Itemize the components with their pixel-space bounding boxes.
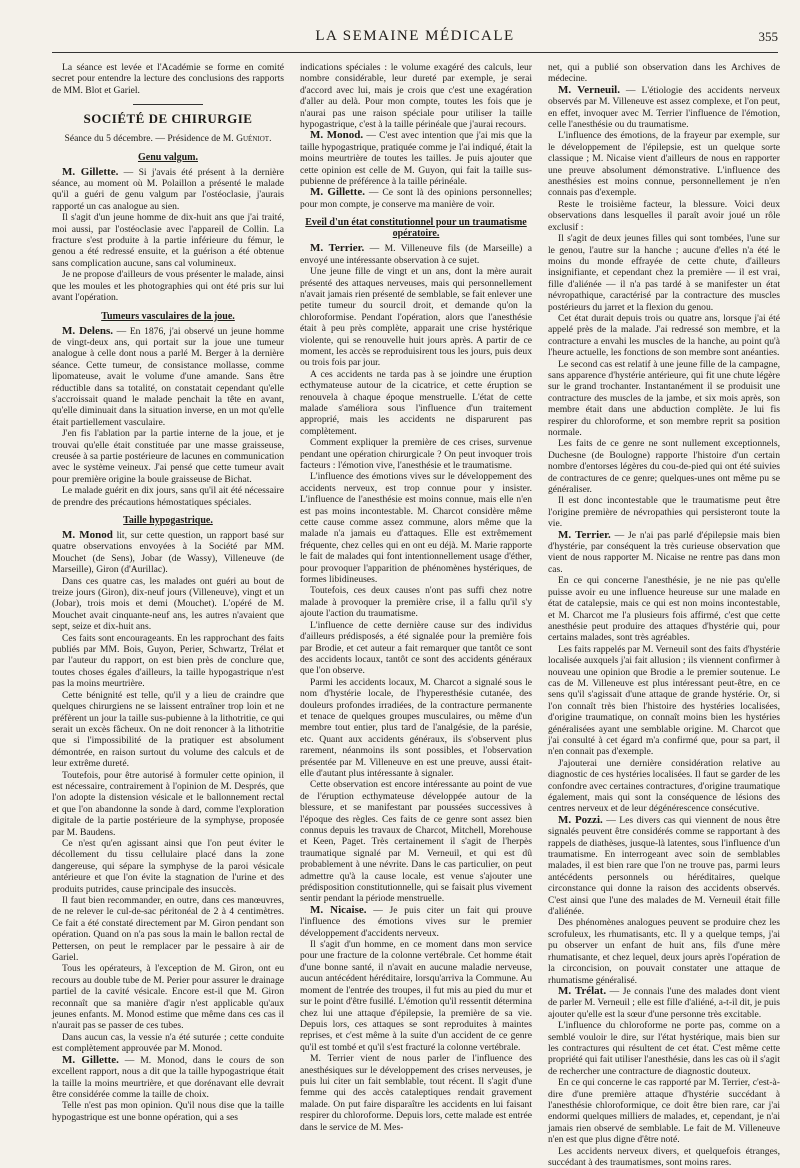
paragraph <box>52 326 284 429</box>
paragraph <box>548 986 780 1020</box>
paragraph: Cette observation est encore intéressante au point de vue de l'éruption ecthymateuse développée autour de la blessure, et se manifestant par poussées successives à l'époque des règles. Ces faits de ce genre sont assez bien connus depuis les travaux de Charcot, Mitchell, Morehouse et Keen, Paget. Très certainement il s'agit de l'herpès traumatique signalé par M. Verneuil, et qui est dû probablement à une névrite. Dans le cas particulier, on peut admettre qu'à la cause locale, est venue s'ajouter une prédisposition constitutionnelle, qui se faisait plus vivement sentir pendant la période menstruelle. <box>300 779 532 905</box>
paragraph: L'influence du chloroforme ne porte pas, comme on a semblé vouloir le dire, sur l'état hystérique, mais bien sur les contractures qui résultent de cet état. C'est même cette propriété qui fait utiliser l'anesthésie, dans les cas où il s'agit de rechercher une contracture de diagnostic douteux. <box>548 1020 780 1077</box>
paragraph: En ce qui concerne le cas rapporté par M. Terrier, c'est-à-dire d'une première attaque d'hystérie succédant à l'anesthésie chloroformique, ce doit être bien rare, car j'ai endormi quelques milliers de malades, et, cependant, je n'ai jamais rien observé de semblable. Le fait de M. Villeneuve n'en est que plus digne d'être noté. <box>548 1077 780 1146</box>
paragraph: Je ne propose d'ailleurs de vous présenter le malade, ainsi que les moules et les photographies qui ont été pris sur lui avant l'opération. <box>52 269 284 304</box>
paragraph: Il s'agit d'un jeune homme de dix-huit ans que j'ai traité, moi aussi, par l'ostéoclasie avec l'appareil de Collin. La fracture s'est produite à la partie inférieure du fémur, le genou a été redressé ensuite, et la guérison a été obtenue sans complication aucune, sans cal volumineux. <box>52 212 284 269</box>
column-3 <box>548 62 780 1168</box>
paragraph-text: — Si j'avais été présent à la dernière séance, au moment où M. Polaillon a présenté le malade qu'il a guéri de genu valgum par l'ostéoclasie, j'aurais rapporté un cas analogue au sien. <box>52 166 284 212</box>
speaker-name: M. Verneuil. <box>558 83 620 96</box>
paragraph-text: — Je n'ai pas parlé d'épilepsie mais bien d'hystérie, par conséquent la très curieuse observation que vient de nous rapporter M. Nicaise ne rentre pas dans mon cas. <box>548 529 780 575</box>
subsection-heading: Eveil d'un état constitutionnel pour un traumatisme opératoire. <box>305 217 527 240</box>
paragraph-text: — Je puis citer un fait qui prouve l'influence des émotions vives sur le premier développement d'accidents nerveux. <box>300 904 532 939</box>
subsection-heading: Taille hypogastrique. <box>123 515 213 526</box>
paragraph <box>300 187 532 210</box>
paragraph: net, qui a publié son observation dans les Archives de médecine. <box>548 62 780 85</box>
paragraph: Parmi les accidents locaux, M. Charcot a signalé sous le nom d'hystérie locale, de l'hyperesthésie cutanée, des douleurs profondes irradiées, de la contracture permanente et tenace de quelques groupes musculaires, ou même d'un membre tout entier, plus tard de l'analgésie, de la parésie, etc. Quant aux accidents généraux, ils s'observent plus rarement, néanmoins ils sont possibles, et l'observation présentée par M. Villeneuve en est une preuve, aussi était-elle d'autant plus intéressante à signaler. <box>300 676 532 779</box>
paragraph: Les faits rappelés par M. Verneuil sont des faits d'hystérie localisée auxquels j'ai fait allusion ; ils viennent confirmer à nouveau une opinion que Brodie a le premier soutenue. Le cas de M. Villeneuve est plus intéressant peut-être, en ce sens qu'il s'agissait d'une attaque de grande hystérie. Or, si l'on connaît très bien l'histoire des hystéries localisées, d'origine traumatique, on connaît moins bien les hystéries généralisées ayant une semblable origine. M. Charcot que j'ai consulté à cet égard m'a confirmé que, pour sa part, il n'en connait pas d'exemple. <box>548 643 780 758</box>
paragraph: Les faits de ce genre ne sont nullement exceptionnels, Duchesne (de Boulogne) rapporte l'histoire d'un certain nombre d'entorses légères du cou-de-pied qui ont été suivies de contractures de ce genre; quelques-unes ont même pu se généraliser. <box>548 438 780 496</box>
speaker-name: M. Monod. <box>310 129 364 142</box>
paragraph: La séance est levée et l'Académie se forme en comité secret pour entendre la lecture des conclusions des rapports de MM. Blot et Gariel. <box>52 62 284 96</box>
paragraph: Une jeune fille de vingt et un ans, dont la mère aurait présenté des attaques nerveuses, mais qui personnellement n'avait jamais rien présenté de semblable, se fait enlever une petite tumeur du sourcil droit, et demande qu'on la chloroformise. Pendant l'opération, alors que l'anesthésie était à peu près complète, apparait une crise hystérique violente, qui se renouvelle huit jours après. A partir de ce moment, les accès se reproduisirent tous les jours, puis deux ou trois fois par jour. <box>300 266 532 369</box>
header-rule <box>52 52 778 53</box>
paragraph: Ces faits sont encourageants. En les rapprochant des faits publiés par MM. Bois, Guyon, Perier, Schwartz, Trélat et par l'auteur du rapport, on est bien près de conclure que, toutes choses égales d'ailleurs, la taille hypogastrique n'est pas la moins meurtrière. <box>52 632 284 690</box>
paragraph-text: — C'est avec intention que j'ai mis que la taille hypogastrique, pratiquée comme je l'ai indiqué, était la moins meurtrière de toutes les tailles. Je puis ajouter que cette opinion est celle de M. Guyon, qui fait la taille sus-pubienne de préférence à la taille périnéale. <box>300 130 533 188</box>
seance-line: Séance du 5 décembre. — Présidence de M. Guéniot. <box>64 133 272 145</box>
paragraph <box>300 905 532 939</box>
paragraph: Il s'agit d'un homme, en ce moment dans mon service pour une fracture de la colonne vertébrale. Cet homme était d'une bonne santé, il n'avait en aucune maladie nerveuse, aucun antécédent héréditaire, lorsqu'arriva la Commune. Au moment de l'entrée des troupes, il fut mis au pied du mur et sur le point d'être fusillé. L'émotion qu'il ressentit détermina chez lui une attaque d'épilepsie, la première de sa vie. Depuis lors, ces attaques se sont reproduites à maintes reprises, et c'est même à la suite d'un accident de ce genre qu'il est tombé et qu'il s'est fracturé la colonne vertébrale. <box>300 939 532 1053</box>
speaker-name: M. Gillette. <box>62 165 119 178</box>
paragraph: Toutefois, ces deux causes n'ont pas suffi chez notre malade à provoquer la première crise, il a fallu qu'il s'y ajoute l'action du traumatisme. <box>300 585 532 620</box>
paragraph <box>52 530 284 576</box>
seance-text: Séance du 5 décembre. — Présidence de M. <box>64 133 237 145</box>
paragraph <box>548 815 780 918</box>
paragraph <box>300 130 532 187</box>
speaker-name: M. Delens. <box>62 324 114 337</box>
paragraph: Reste le troisième facteur, la blessure. Voici deux observations dans lesquelles il paraît avoir joué un rôle exclusif : <box>548 198 780 233</box>
paragraph: J'ajouterai une dernière considération relative au diagnostic de ces hystéries localisées. Il faut se garder de les confondre avec certaines contractures, d'origine traumatique également, mais qui sont la conséquence de lésions des centres nerveux et de leur dégénérescence consécutive. <box>548 757 780 815</box>
paragraph <box>548 530 780 576</box>
text-columns <box>52 62 780 1168</box>
paragraph <box>548 85 780 131</box>
speaker-name: M. Trélat. <box>558 984 607 997</box>
paragraph-text: — L'étiologie des accidents nerveux observés par M. Villeneuve est assez complexe, et l'on peut, en effet, invoquer avec M. Terrier l'influence de l'émotion, celle l'anesthésie ou du traumatisme. <box>548 84 780 131</box>
paragraph: Comment expliquer la première de ces crises, survenue pendant une opération chirurgicale ? On peut invoquer trois facteurs : l'émotion vive, l'anesthésie et le traumatisme. <box>300 437 532 471</box>
section-divider <box>133 104 203 105</box>
paragraph: Dans ces quatre cas, les malades ont guéri au bout de treize jours (Giron), dix-neuf jours (Villeneuve), vingt et un (Jobar), trois mois et demi (Mouchet). L'opéré de M. Mouchet avait cinquante-neuf ans, les autres n'avaient que sept, seize et dix-huit ans. <box>52 575 284 633</box>
paragraph: Cet état durait depuis trois ou quatre ans, lorsque j'ai été appelé près de la malade. J'ai redressé son membre, et la contracture a envahi les muscles de la hanche, au point qu'à l'heure actuelle, les fonctions de son membre sont anéanties. <box>548 312 780 359</box>
paragraph <box>52 167 284 213</box>
page-number: 355 <box>758 29 778 44</box>
paragraph: Le second cas est relatif à une jeune fille de la campagne, sans apparence d'hystérie antérieure, qui fit une chute légère sur le grand trochanter. Instantanément il se produisit une contracture des muscles de la jambe, et six mois après, son membre était dans une abduction complète. Je lui fis respirer du chloroforme, et son membre reprit sa position normale. <box>548 358 780 438</box>
paragraph: L'influence des émotions vives sur le développement des accidents nerveux, est trop connue pour y insister. L'influence de l'anesthésie est moins connue, mais elle n'en est pas moins incontestable. M. Charcot considère même cette cause comme assez commune, alors même que la malade n'a jamais eu d'attaques. Elle est extrêmement fréquente, chez celles qui en ont eu déjà. M. Marie rapporte le fait de malades qui font intentionnellement usage d'éther, pour provoquer l'apparition de phénomènes hystériques, de formes libidineuses. <box>300 471 532 586</box>
subsection-heading: Genu valgum. <box>137 151 198 163</box>
paragraph: M. Terrier vient de nous parler de l'influence des anesthésiques sur le développement des crises nerveuses, je puis lui citer un fait semblable, tout récent. Il s'agit d'une femme qui des accès cataleptiques rendait gravement malade. On put faire disparaître les accidents en lui faisant respirer du chloroforme. Depuis lors, cette malade est entrée dans le service de M. Mes- <box>300 1053 532 1133</box>
paragraph: Telle n'est pas mon opinion. Qu'il nous dise que la taille hypogastrique est une bonne opération, qui a ses <box>52 1100 284 1123</box>
paragraph-text: — Je connais l'une des malades dont vient de parler M. Verneuil ; elle est fille d'aliéné, a-t-il dit, je puis ajouter qu'elle est la sœur d'une personne très excitable. <box>548 985 780 1020</box>
paragraph: L'influence des émotions, de la frayeur par exemple, sur le développement de l'épilepsie, est un quelque sorte classique ; M. Nicaise vient d'ailleurs de nous en rapporter une preuve absolument démonstrative. L'influence des anesthésies est moins connue, personnellement je n'en connais pas d'exemple. <box>548 130 780 199</box>
paragraph: Dans aucun cas, la vessie n'a été suturée ; cette conduite est complètement approuvée par M. Monod. <box>52 1031 284 1055</box>
paragraph: Il s'agit de deux jeunes filles qui sont tombées, l'une sur le genou, l'autre sur la hanche ; aucune d'elles n'a été le moins du monde effrayée de cette chute, d'ailleurs insignifiante, et cependant chez la première — il est vrai, fille d'aliénée — il n'a pas tardé à se manifester un état névropathique, caractérisé par la contracture des muscles postérieurs du jarret et la flexion du genou. <box>548 233 780 313</box>
paragraph <box>52 1055 284 1101</box>
speaker-name: M. Pozzi. <box>558 813 603 826</box>
speaker-name: M. Terrier. <box>558 528 611 541</box>
paragraph: En ce qui concerne l'anesthésie, je ne nie pas qu'elle puisse avoir eu une influence heureuse sur une malade en état de catalepsie, mais ce qui est non moins incontestable, et M. Charcot me l'a plusieurs fois affirmé, c'est que cette anesthésie peut produire des attaques d'hystérie qui, pour certains malades, sont très agréables. <box>548 575 780 644</box>
paragraph: Ce n'est qu'en agissant ainsi que l'on peut éviter le décollement du tissu cellulaire placé dans la zone dangereuse, qui sépare la symphyse de la paroi vésicale antérieure et que l'on évite la stagnation de l'urine et des produits putrides, cause principale des insuccès. <box>52 837 284 895</box>
paragraph: Des phénomènes analogues peuvent se produire chez les scrofuleux, les rhumatisants, etc. Il y a quelque temps, j'ai pu observer un enfant de huit ans, fils d'une mère rhumatisante, et chez lequel, deux jours après l'opération de la circoncision, on pouvait constater une attaque de rhumatisme généralisé. <box>548 917 780 986</box>
speaker-name: M. Terrier. <box>310 242 365 255</box>
subsection-heading: Tumeurs vasculaires de la joue. <box>101 310 235 322</box>
paragraph: indications spéciales : le volume exagéré des calculs, leur nombre considérable, leur dureté par exemple, je serai d'accord avec lui, mais je crois que c'est une exagération d'aller au delà. Pour mon compte, toutes les fois que je n'aurai pas une raison spéciale pour utiliser la taille hypogastrique, c'est à la taille périnéale que j'aurai recours. <box>300 62 532 131</box>
paragraph: J'en fis l'ablation par la partie interne de la joue, et je trouvai qu'elle était constituée par une masse graisseuse, creusée à sa partie postérieure de lacunes en communication avec le système veineux. J'ai pensé que cette tumeur avait pour première origine la boule graisseuse de Bichat. <box>52 428 284 485</box>
paragraph: Toutefois, pour être autorisé à formuler cette opinion, il est nécessaire, contrairement à l'opinion de M. Després, que l'on adopte la distension vésicale et le ballonnement rectal et que l'on abandonne la sonde à dard, comme l'exploration digitale de la partie postérieure de la symphyse, proposée par M. Baudens. <box>52 769 284 838</box>
speaker-name: M. Monod <box>62 529 113 541</box>
speaker-name: M. Gillette. <box>310 186 365 199</box>
speaker-name: M. Gillette. <box>62 1053 119 1066</box>
paragraph: L'influence de cette dernière cause sur des individus d'ailleurs prédisposés, a été signalée pour la première fois par Brodie, et cet auteur a fait remarquer que tantôt ce sont des accidents locaux, tantôt ce sont des accidents généraux que l'on observe. <box>300 619 532 677</box>
running-title: LA SEMAINE MÉDICALE <box>315 28 515 44</box>
paragraph-text: — Les divers cas qui viennent de nous être signalés peuvent être considérés comme se rapportant à des rappels de diathèses, jusque-là latentes, sous l'influence d'un traumatisme. En interrogeant avec soin de semblables malades, il est bien rare que l'on ne trouve pas, parmi leurs antécédents personnels ou héréditaires, quelque circonstance qui donne la raison des accidents observés. C'est ainsi que l'une des malades de M. Verneuil était fille d'aliénée. <box>548 814 780 918</box>
speaker-name: M. Nicaise. <box>310 903 367 916</box>
paragraph: Le malade guérit en dix jours, sans qu'il ait été nécessaire de prendre des précautions hémostatiques spéciales. <box>52 485 284 508</box>
column-2 <box>300 62 533 1133</box>
paragraph-text: — En 1876, j'ai observé un jeune homme de vingt-deux ans, qui portait sur la joue une tumeur analogue à celle dont nous a parlé M. Berger à la dernière séance. Cette tumeur, de consistance mollasse, comme lipomateuse, avait le volume d'une amande. Sans être réductible dans sa totalité, on constatait cependant qu'elle s'accroissait quand le malade penchait la tête en avant, qu'elle diminuait dans la situation inverse, en un mot qu'elle était partiellement vasculaire. <box>52 325 285 428</box>
column-1 <box>52 62 285 1123</box>
paragraph: Les accidents nerveux divers, et quelquefois étranges, succédant à des traumatismes, sont moins rares. <box>548 1145 780 1168</box>
seance-president: Guéniot <box>236 133 270 145</box>
paragraph: Il faut bien recommander, en outre, dans ces manœuvres, de ne relever le cul-de-sac péritonéal de 2 à 4 centimètres. Ce fait a été constaté directement par M. Giron pendant son opération. Quand on n'a pas sous la main le ballon rectal de Pettersen, on peut le remplacer par le pessaire à air de Gariel. <box>52 895 284 964</box>
paragraph-text: lit, sur cette question, un rapport basé sur quatre observations envoyées à la Société par MM. Mouchet (de Sens), Jobar (de Wassy), Villeneuve (de Marseille), Giron (d'Aurillac). <box>52 530 284 576</box>
paragraph <box>300 243 532 266</box>
paragraph-text: — Ce sont là des opinions personnelles; pour mon compte, je conserve ma manière de voir. <box>300 187 532 210</box>
page-header <box>52 28 778 54</box>
paragraph: A ces accidents ne tarda pas à se joindre une éruption ecthymateuse autour de la cicatrice, et cette éruption se renouvela à chaque époque menstruelle. L'état de cette malade s'améliora sous l'influence d'un traitement approprié, mais les accidents ne disparurent pas complètement. <box>300 368 532 437</box>
paragraph-text: — M. Villeneuve fils (de Marseille) a envoyé une intéressante observation à ce sujet. <box>300 243 533 266</box>
section-title: SOCIÉTÉ DE CHIRURGIE <box>83 111 253 127</box>
paragraph: Tous les opérateurs, à l'exception de M. Giron, ont eu recours au double tube de M. Perier pour assurer le drainage partiel de la cavité vésicale. Encore est-il que M. Giron reconnaît que sa manière d'agir n'est applicable qu'aux jeunes enfants. M. Monod estime que même dans ces cas il n'aurait pas se passer de ces tubes. <box>52 963 284 1032</box>
paragraph-text: — M. Monod, dans le cours de son excellent rapport, nous a dit que la taille hypogastrique était la taille la moins meurtrière, et que dorénavant elle devrait être considérée comme la taille de choix. <box>52 1054 285 1100</box>
paragraph: Il est donc incontestable que le traumatisme peut être l'origine première de névropathies qui persisteront toute la vie. <box>548 495 780 530</box>
paragraph: Cette bénignité est telle, qu'il y a lieu de craindre que quelques chirurgiens ne se laissent entraîner trop loin et ne préfèrent un jour la taille sus-pubienne à la lithotritie, ce qui serait un excès fâcheux. On ne doit renoncer à la lithotritie que si l'impossibilité de la pratiquer est absolument démontrée, en raison surtout du volume des calculs et de leur extrême dureté. <box>52 689 284 770</box>
